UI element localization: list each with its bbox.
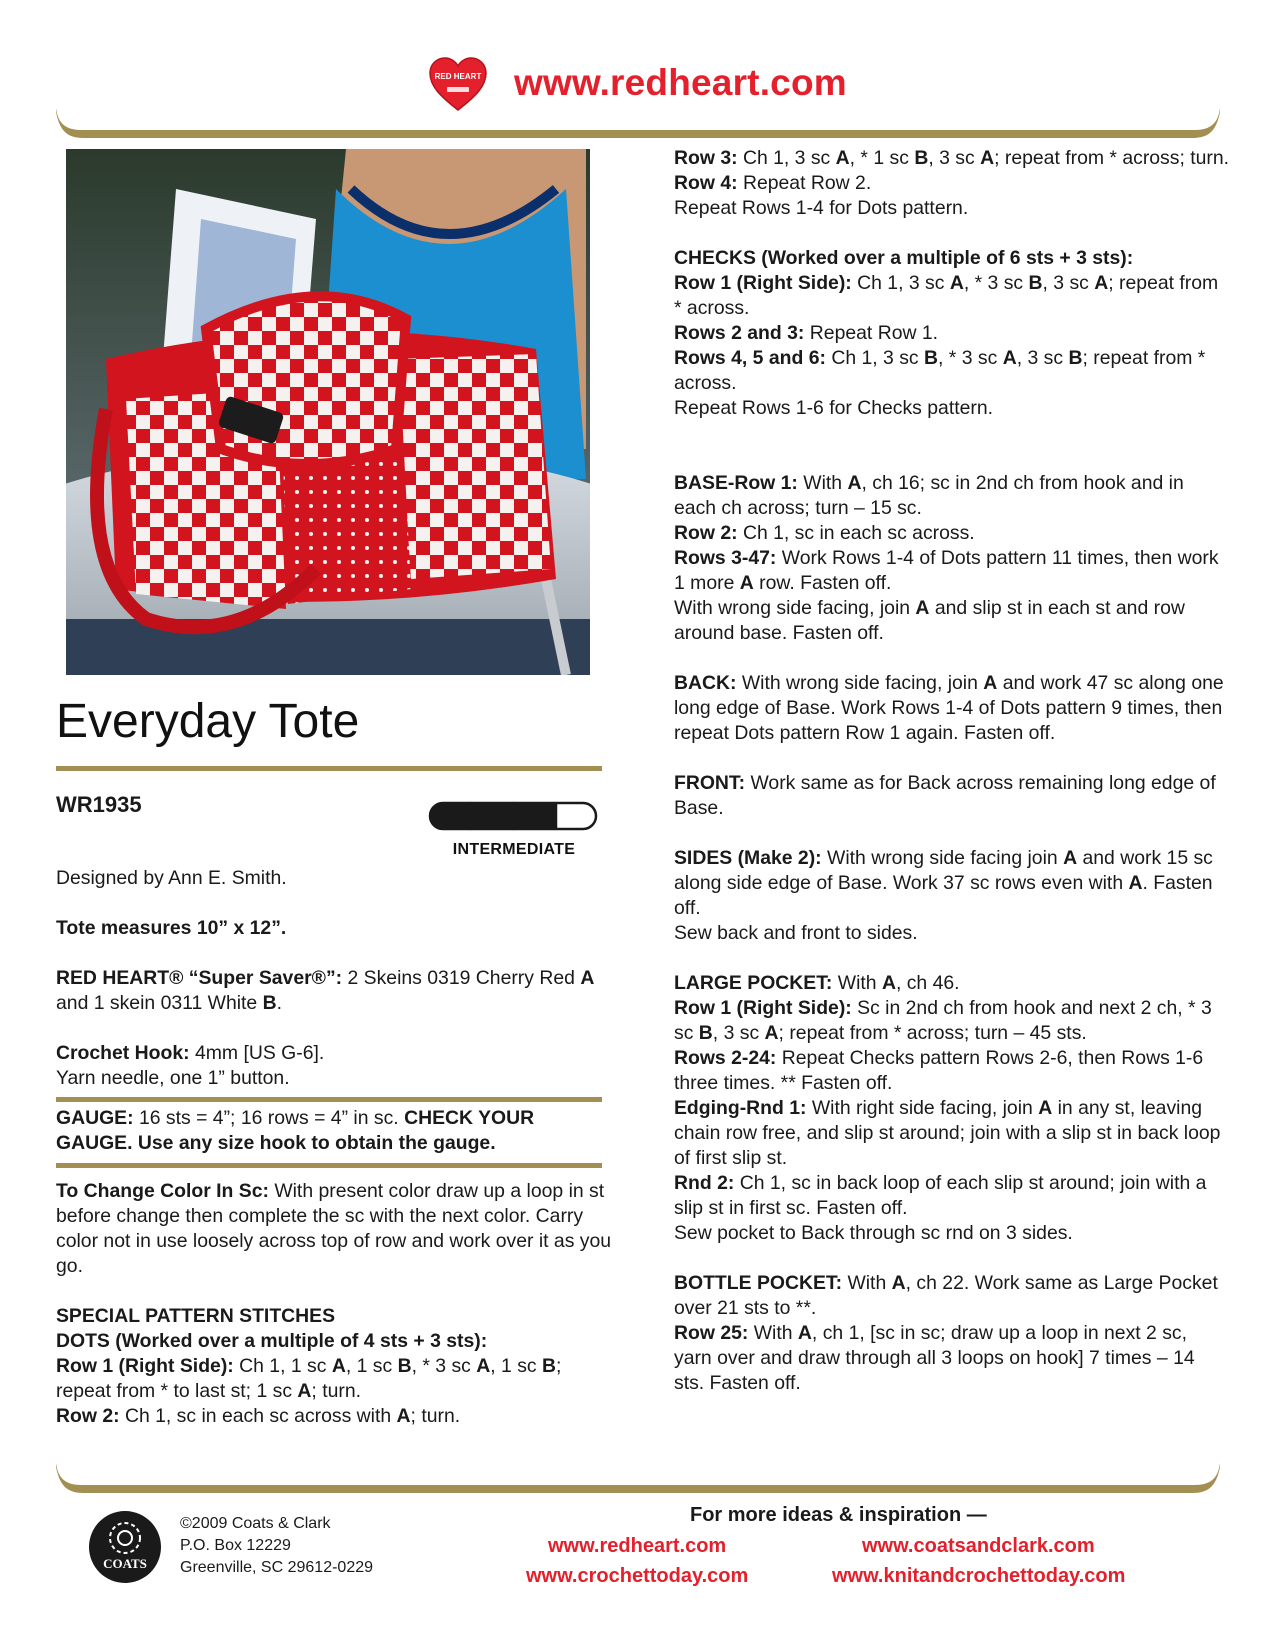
pattern-title: Everyday Tote	[56, 695, 360, 748]
footer-swoosh-divider	[56, 1459, 1220, 1495]
coats-logo-text: COATS	[103, 1556, 147, 1571]
base-rows-3-47: Rows 3-47: Work Rows 1-4 of Dots pattern 11 times, then work 1 more A row. Fasten off.	[674, 547, 1219, 594]
dots-row-1: Row 1 (Right Side): Ch 1, 1 sc A, 1 sc B, * 3 sc A, 1 sc B; repeat from * to last st; 1 sc A; turn.	[56, 1355, 562, 1402]
right-column	[674, 146, 1230, 1396]
large-pocket-row-1: Row 1 (Right Side): Sc in 2nd ch from hook and next 2 ch, * 3 sc B, 3 sc A; repeat from * across; turn – 45 sts.	[674, 997, 1212, 1044]
checks-rows-2-3: Rows 2 and 3: Repeat Row 1.	[674, 322, 939, 344]
tote-photo-illustration	[66, 149, 590, 675]
yarn-materials: RED HEART® “Super Saver®”: 2 Skeins 0319 Cherry Red A and 1 skein 0311 White B.	[56, 967, 595, 1014]
gauge-box	[56, 1106, 612, 1156]
dots-row-4: Row 4: Repeat Row 2.	[674, 172, 872, 194]
site-url[interactable]: www.redheart.com	[514, 62, 847, 103]
coats-logo	[88, 1510, 162, 1584]
base-row-2: Row 2: Ch 1, sc in each sc across.	[674, 522, 975, 544]
sides-sew: Sew back and front to sides.	[674, 922, 918, 944]
large-pocket-rnd-2: Rnd 2: Ch 1, sc in back loop of each slip st around; join with a slip st in first sc. Fasten off.	[674, 1172, 1207, 1219]
hook-info: Crochet Hook: 4mm [US G-6].	[56, 1042, 325, 1064]
more-ideas-heading: For more ideas & inspiration —	[690, 1504, 987, 1526]
skill-segment-empty	[556, 803, 596, 829]
tote-measurements: Tote measures 10” x 12”.	[56, 917, 287, 939]
skill-segment-filled	[430, 803, 470, 829]
checks-rows-4-6: Rows 4, 5 and 6: Ch 1, 3 sc B, * 3 sc A, 3 sc B; repeat from * across.	[674, 347, 1206, 394]
po-box: P.O. Box 12229	[180, 1537, 291, 1554]
change-color-instructions: To Change Color In Sc: With present color draw up a loop in st before change then complete the sc with the next color. Carry color not in use loosely across top of row and work over it as you go.	[56, 1180, 612, 1277]
designer-credit: Designed by Ann E. Smith.	[56, 867, 287, 889]
bottle-pocket-row-25: Row 25: With A, ch 1, [sc in sc; draw up a loop in next 2 sc, yarn over and draw through all 3 loops on hook] 7 times – 14 sts. Fasten off.	[674, 1322, 1195, 1394]
footer-link-redheart[interactable]: www.redheart.com	[548, 1535, 727, 1557]
footer-link-coatsandclark[interactable]: www.coatsandclark.com	[862, 1535, 1095, 1557]
product-photo	[66, 149, 590, 675]
dots-row-2: Row 2: Ch 1, sc in each sc across with A; turn.	[56, 1405, 461, 1427]
large-pocket-edging: Edging-Rnd 1: With right side facing, join A in any st, leaving chain row free, and slip st around; join with a slip st in back loop of first slip st.	[674, 1097, 1221, 1169]
copyright: ©2009 Coats & Clark	[180, 1515, 331, 1532]
logo-text: RED HEART	[434, 72, 482, 81]
dots-heading: DOTS (Worked over a multiple of 4 sts + 3 sts):	[56, 1330, 488, 1352]
base-row-1: BASE-Row 1: With A, ch 16; sc in 2nd ch from hook and in each ch across; turn – 15 sc.	[674, 472, 1184, 519]
footer-link-knitandcrochettoday[interactable]: www.knitandcrochettoday.com	[832, 1565, 1126, 1587]
checks-repeat: Repeat Rows 1-6 for Checks pattern.	[674, 397, 994, 419]
front-instructions: FRONT: Work same as for Back across remaining long edge of Base.	[674, 772, 1216, 819]
dots-repeat: Repeat Rows 1-4 for Dots pattern.	[674, 197, 969, 219]
gauge-rule-bottom	[56, 1163, 602, 1168]
bottle-pocket: BOTTLE POCKET: With A, ch 22. Work same as Large Pocket over 21 sts to **.	[674, 1272, 1218, 1319]
skill-level-label: INTERMEDIATE	[452, 841, 576, 858]
publisher-address	[180, 1513, 373, 1579]
skill-level-indicator	[426, 800, 602, 859]
base-edging: With wrong side facing, join A and slip st in each st and row around base. Fasten off.	[674, 597, 1185, 644]
notions-info: Yarn needle, one 1” button.	[56, 1067, 290, 1089]
left-column	[56, 866, 612, 1116]
special-stitches-heading: SPECIAL PATTERN STITCHES	[56, 1305, 336, 1327]
gauge-rule-top	[56, 1097, 602, 1102]
large-pocket-start: LARGE POCKET: With A, ch 46.	[674, 972, 960, 994]
skill-segment-filled	[472, 803, 512, 829]
skill-level-bars	[426, 800, 602, 832]
footer-link-crochettoday[interactable]: www.crochettoday.com	[526, 1565, 749, 1587]
skill-segment-filled	[514, 803, 554, 829]
left-column-lower	[56, 1179, 612, 1429]
pattern-code: WR1935	[56, 792, 142, 817]
large-pocket-sew: Sew pocket to Back through sc rnd on 3 sides.	[674, 1222, 1073, 1244]
header-swoosh-divider	[56, 104, 1220, 140]
gauge-text: GAUGE: 16 sts = 4”; 16 rows = 4” in sc. CHECK YOUR GAUGE. Use any size hook to obtain the gauge.	[56, 1107, 535, 1154]
back-instructions: BACK: With wrong side facing, join A and work 47 sc along one long edge of Base. Work Rows 1-4 of Dots pattern 9 times, then repeat Dots pattern Row 1 again. Fasten off.	[674, 672, 1224, 744]
sides-instructions: SIDES (Make 2): With wrong side facing join A and work 15 sc along side edge of Base. Work 37 sc rows even with A. Fasten off.	[674, 847, 1213, 919]
large-pocket-rows-2-24: Rows 2-24: Repeat Checks pattern Rows 2-6, then Rows 1-6 three times. ** Fasten off.	[674, 1047, 1204, 1094]
title-rule	[56, 766, 602, 771]
dots-row-3: Row 3: Ch 1, 3 sc A, * 1 sc B, 3 sc A; repeat from * across; turn.	[674, 147, 1230, 169]
checks-heading: CHECKS (Worked over a multiple of 6 sts + 3 sts):	[674, 247, 1134, 269]
city-state-zip: Greenville, SC 29612-0229	[180, 1559, 374, 1576]
checks-row-1: Row 1 (Right Side): Ch 1, 3 sc A, * 3 sc B, 3 sc A; repeat from * across.	[674, 272, 1219, 319]
